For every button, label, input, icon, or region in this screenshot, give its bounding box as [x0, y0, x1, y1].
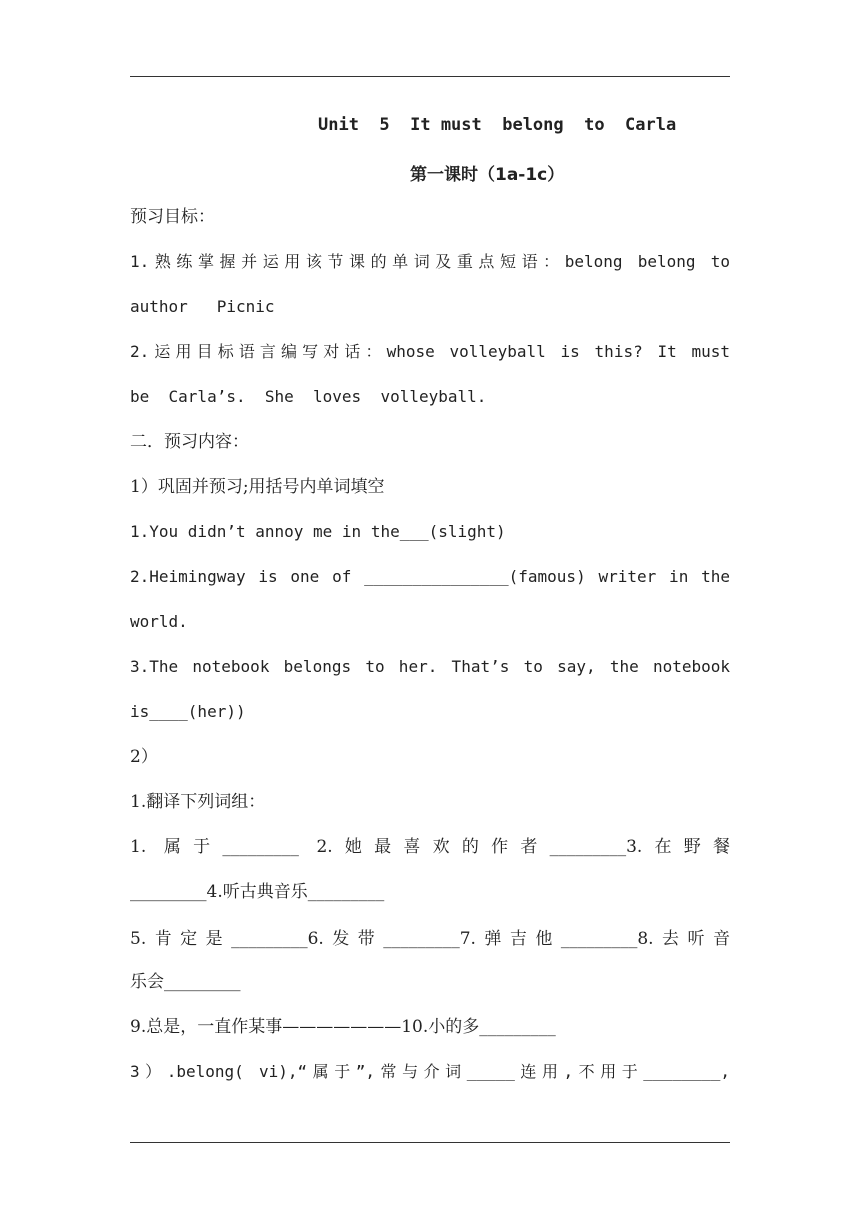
exercise-item: 3.The notebook belongs to her. That’s to say, the notebook [130, 657, 730, 676]
exercise-heading: 2） [130, 747, 158, 767]
goal-line: 1.熟练掌握并运用该节课的单词及重点短语：belong belong to [130, 252, 730, 271]
page-subtitle: 第一课时（1a-1c） [410, 165, 565, 185]
page-title: Unit 5 It must belong to Carla [318, 115, 677, 135]
exercise-item: world. [130, 612, 188, 631]
translation-item: 乐会_________ [130, 972, 241, 992]
section-heading: 预习目标： [130, 207, 215, 227]
exercise-item: 2.Heimingway is one of _______________(famous) writer in the [130, 567, 730, 586]
translation-item: 5.肯定是_________6.发带_________7.弹吉他_________8.去听音 [130, 929, 730, 949]
translation-item: 9.总是，一直作某事———————10.小的多_________ [130, 1017, 556, 1037]
goal-line: 2.运用目标语言编写对话：whose volleyball is this? It must [130, 342, 730, 361]
translation-item: _________4.听古典音乐_________ [130, 882, 385, 902]
exercise-item: 1.You didn’t annoy me in the___(slight) [130, 522, 506, 541]
grammar-note: 3）.belong( vi),“属于”,常与介词_____连用,不用于________, [130, 1062, 730, 1081]
exercise-item: is____(her)) [130, 702, 246, 721]
exercise-heading: 1.翻译下列词组： [130, 792, 266, 812]
translation-item: 1. 属于_________ 2.她最喜欢的作者_________3.在野餐 [130, 837, 730, 857]
goal-line: author Picnic [130, 297, 275, 316]
footer-rule [130, 1142, 730, 1143]
exercise-heading: 1）巩固并预习;用括号内单词填空 [130, 477, 385, 497]
goal-line: be Carla’s. She loves volleyball. [130, 387, 487, 406]
header-rule [130, 76, 730, 77]
section-heading: 二．预习内容： [130, 432, 249, 452]
